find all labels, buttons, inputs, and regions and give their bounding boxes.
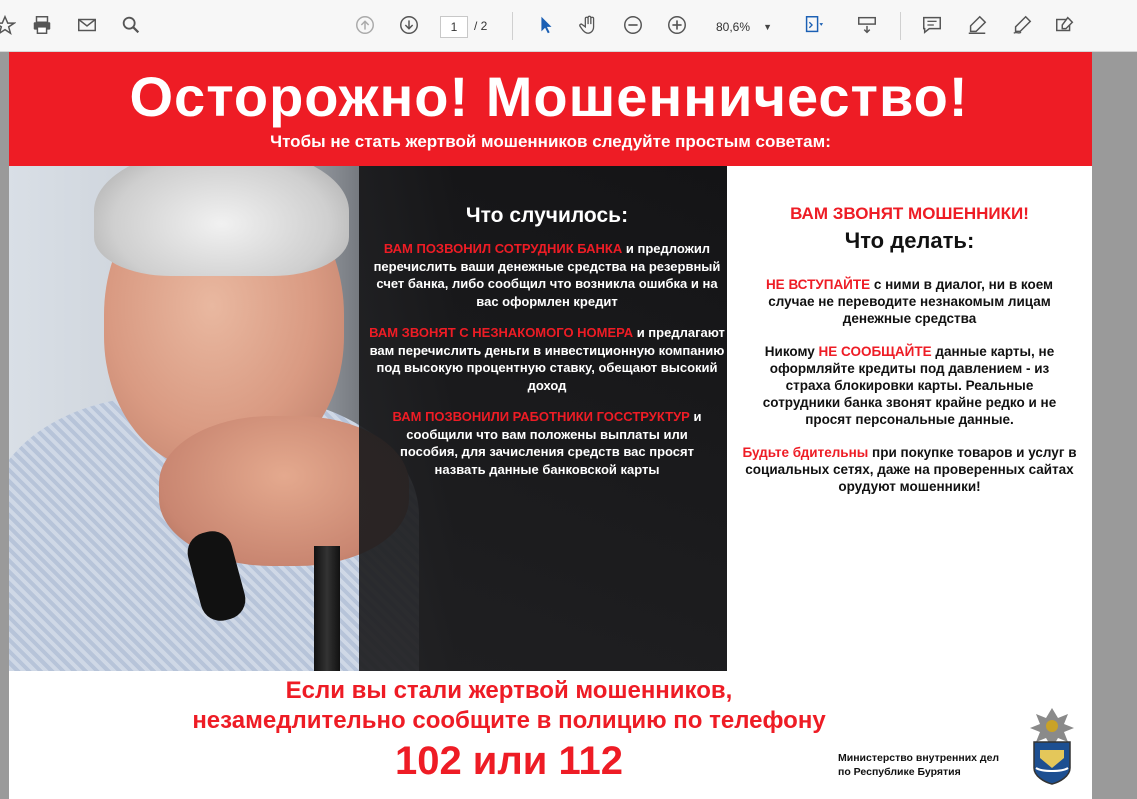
what-happened-section — [367, 204, 727, 492]
zoom-in-icon[interactable] — [664, 12, 690, 38]
print-icon[interactable] — [29, 12, 55, 38]
police-emblem-icon — [1024, 706, 1080, 786]
select-cursor-icon[interactable] — [533, 12, 559, 38]
poster-header — [9, 52, 1092, 166]
zoom-out-icon[interactable] — [620, 12, 646, 38]
page-down-icon[interactable] — [396, 12, 422, 38]
poster-title: Осторожно! Мошенничество! — [129, 65, 969, 128]
page-total-label: / 2 — [474, 19, 488, 33]
advice-item-2: Никому НЕ СООБЩАЙТЕ данные карты, не оформляйте кредиты под давлением - из страха блокировки карты. Реальные сотрудники банка звонят крайне редко и не просят персональные данные. — [762, 344, 1057, 427]
highlight-icon[interactable] — [964, 12, 990, 38]
advice-item-1: НЕ ВСТУПАЙТЕ с ними в диалог, ни в коем случае не переводите незнакомым лицам денежные средства — [765, 277, 1054, 326]
photo-cane — [314, 546, 340, 671]
what-happened-item-2: ВАМ ЗВОНЯТ С НЕЗНАКОМОГО НОМЕРА и предлагают вам перечислить деньги в инвестиционную компанию под высокую процентную ставку, обещают высокий доход — [369, 325, 725, 393]
what-happened-item-1: ВАМ ПОЗВОНИЛ СОТРУДНИК БАНКА и предложил перечислить ваши денежные средства на резервный счет банка, либо сообщил что возникла ошибка и на вас оформлен кредит — [373, 241, 721, 309]
toolbar-separator — [512, 12, 513, 40]
search-icon[interactable] — [118, 12, 144, 38]
fill-sign-icon[interactable] — [1052, 12, 1078, 38]
mail-icon[interactable] — [74, 12, 100, 38]
hand-icon[interactable] — [576, 12, 602, 38]
scam-alert-heading: ВАМ ЗВОНЯТ МОШЕННИКИ! — [790, 204, 1029, 223]
chevron-down-icon: ▼ — [763, 22, 772, 32]
what-happened-title: Что случилось: — [465, 204, 629, 227]
what-to-do-title: Что делать: — [844, 228, 975, 253]
poster-subtitle: Чтобы не стать жертвой мошенников следуйте простым советам: — [270, 132, 831, 151]
sign-icon[interactable] — [1009, 12, 1035, 38]
zoom-value: 80,6% — [716, 20, 751, 34]
police-phone-numbers: 102 или 112 — [394, 739, 624, 783]
toolbar-separator — [900, 12, 901, 40]
what-to-do-section — [727, 166, 1092, 671]
page-up-icon[interactable] — [352, 12, 378, 38]
advice-item-3: Будьте бдительны при покупке товаров и услуг в социальных сетях, даже на проверенных сайтах орудуют мошенники! — [742, 445, 1077, 494]
bookmark-icon[interactable] — [0, 12, 18, 38]
pdf-toolbar — [0, 0, 1137, 52]
footer-line-1: Если вы стали жертвой мошенников, — [285, 677, 733, 704]
comment-icon[interactable] — [919, 12, 945, 38]
zoom-select[interactable] — [706, 16, 778, 38]
photo-hair — [94, 166, 349, 276]
page-number-input[interactable]: 1 — [440, 16, 468, 38]
document-background — [1092, 52, 1137, 799]
scroll-mode-icon[interactable] — [854, 12, 880, 38]
what-happened-item-3: ВАМ ПОЗВОНИЛИ РАБОТНИКИ ГОССТРУКТУР и сообщили что вам положены выплаты или пособия, для зачисления средств вас просят назвать данные банковской карты — [392, 409, 702, 477]
ministry-caption: Министерство внутренних дел по Республике Бурятия — [838, 752, 1000, 778]
footer-line-2: незамедлительно сообщите в полицию по телефону — [192, 707, 826, 734]
document-page — [9, 52, 1092, 799]
poster-footer — [9, 671, 1092, 799]
fit-page-icon[interactable] — [800, 12, 826, 38]
